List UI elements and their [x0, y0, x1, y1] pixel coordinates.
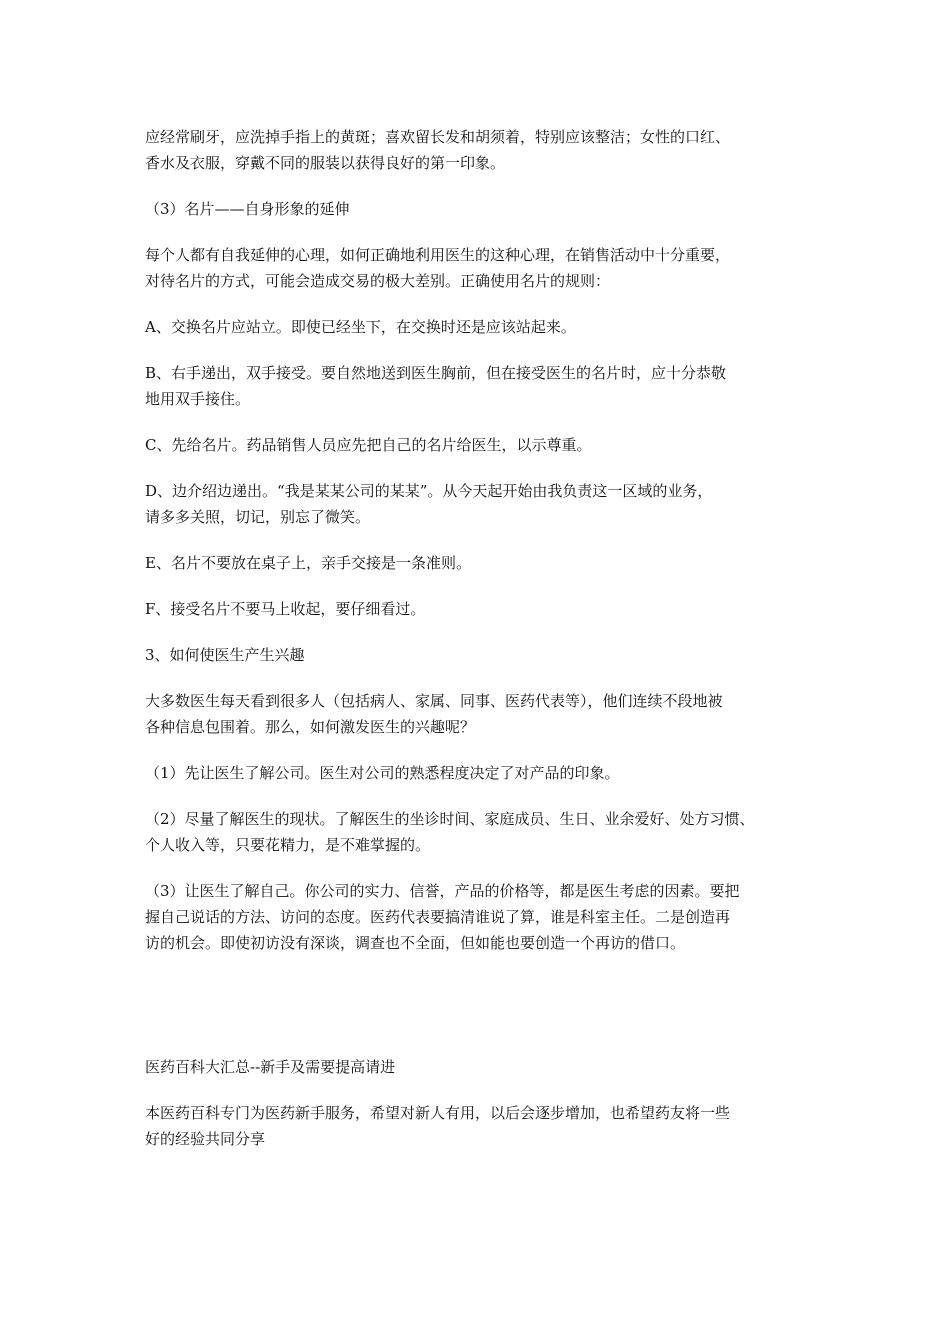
text-line: 访的机会。即使初访没有深谈，调查也不全面，但如能也要创造一个再访的借口。: [145, 934, 686, 952]
text-line: 医药百科大汇总--新手及需要提高请进: [145, 1058, 396, 1076]
text-line: 香水及衣服，穿戴不同的服装以获得良好的第一印象。: [145, 154, 506, 172]
section2-title: [145, 1054, 825, 1080]
text-line: B、右手递出，双手接受。要自然地送到医生胸前，但在接受医生的名片时，应十分恭敬: [145, 364, 727, 382]
point-3: [145, 878, 825, 956]
text-line: D、边介绍边递出。“我是某某公司的某某”。从今天起开始由我负责这一区域的业务，: [145, 482, 713, 500]
text-line: 对待名片的方式，可能会造成交易的极大差别。正确使用名片的规则：: [145, 272, 611, 290]
paragraph-business-card-intro: [145, 242, 825, 294]
text-line: 个人收入等，只要花精力，是不难掌握的。: [145, 836, 431, 854]
section-gap: [145, 976, 825, 1054]
rule-c: [145, 432, 825, 458]
text-line: 本医药百科专门为医药新手服务，希望对新人有用，以后会逐步增加，也希望药友将一些: [145, 1104, 731, 1122]
text-line: （1）先让医生了解公司。医生对公司的熟悉程度决定了对产品的印象。: [145, 764, 620, 782]
text-line: 大多数医生每天看到很多人（包括病人、家属、同事、医药代表等），他们连续不段地被: [145, 692, 723, 710]
text-line: 好的经验共同分享: [145, 1130, 266, 1148]
point-1: [145, 760, 825, 786]
rule-a: [145, 314, 825, 340]
text-line: （3）让医生了解自己。你公司的实力、信誉，产品的价格等，都是医生考虑的因素。要把: [145, 882, 740, 900]
text-line: A、交换名片应站立。即使已经坐下，在交换时还是应该站起来。: [145, 318, 576, 336]
text-line: （2）尽量了解医生的现状。了解医生的坐诊时间、家庭成员、生日、业余爱好、处方习惯、: [145, 810, 755, 828]
text-line: 各种信息包围着。那么，如何激发医生的兴趣呢？: [145, 718, 476, 736]
text-line: 握自己说话的方法、访问的态度。医药代表要搞清谁说了算，谁是科室主任。二是创造再: [145, 908, 731, 926]
text-line: E、名片不要放在桌子上，亲手交接是一条准则。: [145, 554, 471, 572]
text-line: 地用双手接住。: [145, 390, 251, 408]
rule-f: [145, 596, 825, 622]
text-line: C、先给名片。药品销售人员应先把自己的名片给医生，以示尊重。: [145, 436, 592, 454]
text-line: 应经常刷牙，应洗掉手指上的黄斑；喜欢留长发和胡须着，特别应该整洁；女性的口红、: [145, 128, 731, 146]
rule-b: [145, 360, 825, 412]
section2-intro: [145, 1100, 825, 1152]
rule-e: [145, 550, 825, 576]
heading-interest: [145, 642, 825, 668]
text-line: （3）名片——自身形象的延伸: [145, 200, 350, 218]
paragraph-interest-intro: [145, 688, 825, 740]
text-line: 请多多关照，切记，别忘了微笑。: [145, 508, 371, 526]
text-line: 每个人都有自我延伸的心理，如何正确地利用医生的这种心理，在销售活动中十分重要，: [145, 246, 731, 264]
paragraph-grooming: [145, 124, 825, 176]
document-page: [145, 124, 825, 1172]
text-line: 3、如何使医生产生兴趣: [145, 646, 305, 664]
heading-business-card: [145, 196, 825, 222]
rule-d: [145, 478, 825, 530]
text-line: F、接受名片不要马上收起，要仔细看过。: [145, 600, 426, 618]
point-2: [145, 806, 825, 858]
